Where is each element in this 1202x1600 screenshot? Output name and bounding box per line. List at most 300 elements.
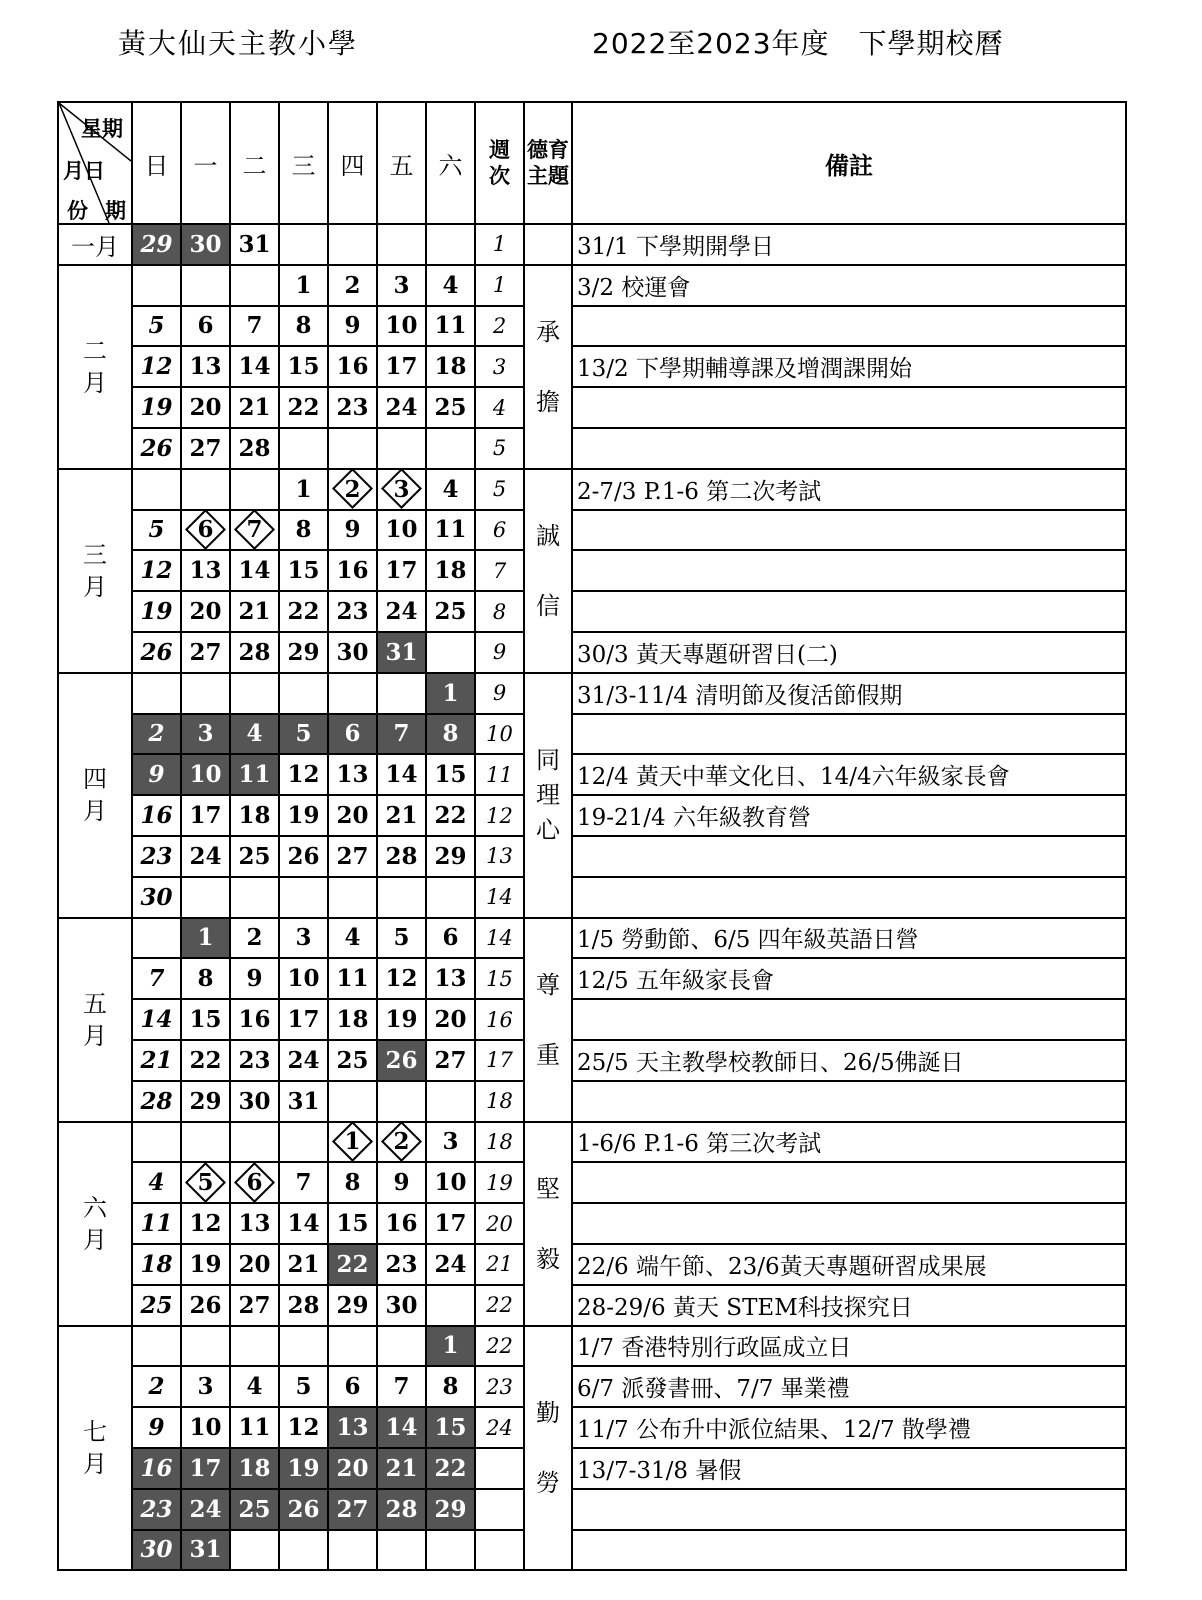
date-number: 18	[238, 802, 271, 830]
date-cell	[279, 550, 328, 591]
date-cell	[328, 265, 377, 306]
date-cell	[132, 958, 181, 999]
date-cell	[328, 795, 377, 836]
date-number: 30	[140, 883, 173, 911]
date-number: 18	[238, 1454, 271, 1482]
date-cell	[279, 1407, 328, 1448]
empty-date-cell	[132, 918, 181, 959]
date-number: 27	[189, 638, 222, 666]
week-number: 18	[475, 1122, 524, 1163]
date-number: 24	[189, 842, 222, 870]
week-number: 22	[475, 1285, 524, 1326]
date-number: 23	[336, 394, 369, 422]
week-row	[58, 673, 1126, 714]
date-cell	[181, 1407, 230, 1448]
empty-date-cell	[132, 1122, 181, 1163]
date-cell	[230, 1285, 279, 1326]
date-number: 14	[238, 353, 271, 381]
date-number: 19	[140, 598, 173, 626]
day-header-fri: 五	[377, 102, 426, 224]
date-number: 9	[393, 1169, 410, 1197]
date-number: 29	[189, 1087, 222, 1115]
date-number: 9	[344, 312, 361, 340]
date-cell	[230, 999, 279, 1040]
remark-cell	[572, 1081, 1126, 1122]
empty-date-cell	[181, 469, 230, 510]
date-number: 10	[189, 1414, 222, 1441]
date-number: 25	[140, 1291, 173, 1319]
date-number: 16	[140, 802, 173, 830]
date-cell	[328, 918, 377, 959]
date-cell	[377, 836, 426, 877]
date-cell	[230, 346, 279, 387]
date-number: 6	[344, 720, 361, 748]
week-row	[58, 1040, 1126, 1081]
week-number: 19	[475, 1162, 524, 1203]
date-number: 19	[189, 1250, 222, 1278]
date-number: 23	[385, 1250, 418, 1278]
date-number: 28	[385, 842, 418, 870]
date-cell	[181, 632, 230, 673]
date-number: 1	[295, 475, 312, 503]
week-row	[58, 958, 1126, 999]
date-number: 6	[197, 516, 214, 544]
date-cell	[181, 958, 230, 999]
date-number: 12	[140, 353, 173, 381]
date-cell	[132, 1081, 181, 1122]
date-number: 9	[148, 1414, 165, 1441]
date-cell	[230, 224, 279, 265]
week-number: 3	[475, 346, 524, 387]
date-number: 12	[189, 1210, 222, 1238]
date-number: 11	[434, 312, 467, 340]
remark-cell	[572, 550, 1126, 591]
exam-date-cell	[181, 510, 230, 551]
date-number: 14	[140, 1006, 173, 1034]
week-row	[58, 387, 1126, 428]
date-cell	[328, 306, 377, 347]
date-number: 25	[336, 1046, 369, 1074]
date-number: 31	[238, 230, 271, 258]
date-number: 31	[287, 1087, 320, 1115]
date-cell	[230, 1244, 279, 1285]
remark-cell: 1/7 香港特別行政區成立日	[572, 1326, 1126, 1367]
day-header-wed: 三	[279, 102, 328, 224]
date-cell	[328, 958, 377, 999]
date-number: 2	[148, 1373, 165, 1401]
date-number: 23	[140, 1495, 173, 1523]
month-label: 二月	[58, 265, 132, 469]
date-cell	[426, 550, 475, 591]
holiday-date-cell	[132, 1530, 181, 1571]
week-number: 9	[475, 632, 524, 673]
date-cell	[181, 306, 230, 347]
date-number: 6	[442, 924, 459, 952]
moral-theme: 承擔	[524, 265, 572, 469]
week-row	[58, 1366, 1126, 1407]
date-cell	[377, 306, 426, 347]
date-number: 17	[287, 1006, 320, 1034]
date-cell	[377, 346, 426, 387]
date-number: 12	[385, 965, 418, 993]
date-number: 9	[344, 516, 361, 544]
date-cell	[132, 1407, 181, 1448]
date-cell	[132, 795, 181, 836]
date-number: 25	[238, 1495, 271, 1523]
date-number: 28	[238, 434, 271, 462]
date-cell	[328, 387, 377, 428]
date-number: 13	[434, 965, 467, 993]
date-cell	[279, 1244, 328, 1285]
date-number: 27	[189, 434, 222, 462]
week-row	[58, 1203, 1126, 1244]
date-number: 13	[336, 761, 369, 789]
school-name: 黃大仙天主教小學	[118, 27, 359, 60]
empty-date-cell	[328, 1530, 377, 1571]
corner-weekday-label: 星期	[81, 117, 123, 141]
date-cell	[377, 958, 426, 999]
date-number: 15	[434, 1414, 467, 1441]
date-cell	[279, 346, 328, 387]
holiday-date-cell	[181, 918, 230, 959]
remark-cell: 12/5 五年級家長會	[572, 958, 1126, 999]
date-number: 7	[295, 1169, 312, 1197]
holiday-date-cell	[328, 1489, 377, 1530]
date-number: 13	[189, 557, 222, 585]
empty-date-cell	[377, 877, 426, 918]
date-number: 1	[295, 271, 312, 299]
date-cell	[328, 591, 377, 632]
week-number: 22	[475, 1326, 524, 1367]
date-cell	[377, 550, 426, 591]
theme-header: 德育主題	[524, 102, 572, 224]
date-number: 29	[140, 230, 173, 258]
date-number: 15	[189, 1006, 222, 1034]
empty-date-cell	[132, 265, 181, 306]
corner-header	[58, 102, 132, 224]
date-number: 5	[148, 312, 165, 340]
exam-date-cell	[230, 510, 279, 551]
remark-cell: 12/4 黃天中華文化日、14/4六年級家長會	[572, 754, 1126, 795]
holiday-date-cell	[377, 1040, 426, 1081]
date-number: 15	[287, 557, 320, 585]
date-number: 4	[344, 924, 361, 952]
holiday-date-cell	[426, 1489, 475, 1530]
week-number: 24	[475, 1407, 524, 1448]
corner-day-label: 月日	[63, 159, 105, 183]
date-cell	[230, 918, 279, 959]
date-number: 18	[140, 1250, 173, 1278]
week-row	[58, 1326, 1126, 1367]
date-cell	[181, 550, 230, 591]
holiday-date-cell	[181, 1448, 230, 1489]
date-cell	[132, 306, 181, 347]
week-number: 11	[475, 754, 524, 795]
date-number: 11	[140, 1210, 173, 1238]
date-cell	[279, 795, 328, 836]
empty-date-cell	[328, 1081, 377, 1122]
month-label: 四月	[58, 673, 132, 918]
date-cell	[328, 346, 377, 387]
remark-cell: 28-29/6 黃天 STEM科技探究日	[572, 1285, 1126, 1326]
date-number: 13	[238, 1210, 271, 1238]
empty-date-cell	[426, 1285, 475, 1326]
date-number: 5	[393, 924, 410, 952]
date-number: 1	[344, 1128, 361, 1156]
date-number: 30	[140, 1536, 173, 1564]
empty-date-cell	[181, 1326, 230, 1367]
empty-date-cell	[230, 1122, 279, 1163]
corner-month-label: 份	[67, 199, 88, 223]
date-number: 22	[434, 802, 467, 830]
date-cell	[230, 591, 279, 632]
week-row	[58, 346, 1126, 387]
date-cell	[426, 306, 475, 347]
calendar-body	[58, 224, 1126, 1570]
date-cell	[328, 1366, 377, 1407]
date-number: 29	[434, 1495, 467, 1523]
date-number: 7	[246, 516, 263, 544]
date-cell	[279, 999, 328, 1040]
date-number: 8	[442, 720, 459, 748]
week-header: 週次	[475, 102, 524, 224]
date-number: 15	[287, 353, 320, 381]
date-cell	[132, 836, 181, 877]
holiday-date-cell	[328, 714, 377, 755]
week-number: 10	[475, 714, 524, 755]
holiday-date-cell	[230, 754, 279, 795]
week-number: 16	[475, 999, 524, 1040]
date-number: 13	[189, 353, 222, 381]
holiday-date-cell	[181, 754, 230, 795]
date-cell	[181, 591, 230, 632]
date-cell	[279, 836, 328, 877]
date-number: 10	[385, 312, 418, 340]
remark-cell: 30/3 黃天專題研習日(二)	[572, 632, 1126, 673]
date-cell	[426, 1366, 475, 1407]
date-cell	[279, 754, 328, 795]
date-number: 21	[287, 1250, 320, 1278]
moral-theme	[524, 224, 572, 265]
remark-cell	[572, 877, 1126, 918]
date-number: 1	[442, 679, 459, 707]
date-number: 27	[434, 1046, 467, 1074]
date-number: 2	[344, 271, 361, 299]
holiday-date-cell	[328, 1448, 377, 1489]
date-cell	[328, 550, 377, 591]
date-number: 24	[385, 394, 418, 422]
date-number: 6	[246, 1169, 263, 1197]
date-number: 25	[238, 842, 271, 870]
date-number: 29	[336, 1291, 369, 1319]
date-number: 18	[434, 557, 467, 585]
empty-date-cell	[132, 673, 181, 714]
date-cell	[230, 306, 279, 347]
date-number: 30	[189, 230, 222, 258]
date-number: 18	[336, 1006, 369, 1034]
date-number: 20	[189, 598, 222, 626]
holiday-date-cell	[181, 1489, 230, 1530]
remark-cell	[572, 306, 1126, 347]
date-cell	[181, 1203, 230, 1244]
holiday-date-cell	[181, 1530, 230, 1571]
date-number: 5	[295, 1373, 312, 1401]
empty-date-cell	[279, 224, 328, 265]
empty-date-cell	[230, 469, 279, 510]
empty-date-cell	[426, 632, 475, 673]
date-cell	[377, 754, 426, 795]
date-number: 19	[287, 802, 320, 830]
holiday-date-cell	[377, 1489, 426, 1530]
date-number: 5	[197, 1169, 214, 1197]
date-cell	[230, 1040, 279, 1081]
date-cell	[377, 387, 426, 428]
empty-date-cell	[181, 265, 230, 306]
empty-date-cell	[377, 1530, 426, 1571]
remark-cell	[572, 836, 1126, 877]
week-number: 2	[475, 306, 524, 347]
date-cell	[279, 632, 328, 673]
empty-date-cell	[181, 1122, 230, 1163]
date-cell	[230, 958, 279, 999]
date-cell	[426, 958, 475, 999]
date-cell	[426, 1244, 475, 1285]
week-number: 1	[475, 265, 524, 306]
remark-cell: 19-21/4 六年級教育營	[572, 795, 1126, 836]
term-title: 2022至2023年度 下學期校曆	[592, 27, 1004, 60]
holiday-date-cell	[377, 714, 426, 755]
date-cell	[377, 1285, 426, 1326]
remark-cell	[572, 510, 1126, 551]
remark-cell: 11/7 公布升中派位結果、12/7 散學禮	[572, 1407, 1126, 1448]
date-cell	[230, 428, 279, 469]
date-number: 10	[189, 761, 222, 789]
week-number: 7	[475, 550, 524, 591]
date-number: 11	[434, 516, 467, 544]
date-number: 26	[287, 1495, 320, 1523]
empty-date-cell	[426, 877, 475, 918]
empty-date-cell	[328, 1326, 377, 1367]
date-number: 27	[336, 1495, 369, 1523]
date-cell	[181, 387, 230, 428]
holiday-date-cell	[377, 632, 426, 673]
date-cell	[426, 510, 475, 551]
date-number: 17	[385, 557, 418, 585]
date-number: 16	[140, 1454, 173, 1482]
date-number: 19	[385, 1006, 418, 1034]
date-cell	[328, 632, 377, 673]
holiday-date-cell	[426, 1448, 475, 1489]
week-number: 8	[475, 591, 524, 632]
date-cell	[230, 632, 279, 673]
week-number: 17	[475, 1040, 524, 1081]
date-cell	[426, 346, 475, 387]
exam-date-cell	[377, 1122, 426, 1163]
date-cell	[377, 1203, 426, 1244]
date-number: 20	[238, 1250, 271, 1278]
holiday-date-cell	[426, 714, 475, 755]
date-number: 3	[197, 1373, 214, 1401]
date-number: 3	[393, 475, 410, 503]
date-cell	[181, 836, 230, 877]
date-cell	[181, 999, 230, 1040]
week-row	[58, 999, 1126, 1040]
date-cell	[181, 1244, 230, 1285]
date-cell	[279, 306, 328, 347]
date-cell	[230, 795, 279, 836]
date-cell	[181, 1081, 230, 1122]
date-number: 20	[336, 802, 369, 830]
week-number	[475, 1489, 524, 1530]
week-row	[58, 1530, 1126, 1571]
empty-date-cell	[230, 673, 279, 714]
week-row	[58, 510, 1126, 551]
empty-date-cell	[426, 428, 475, 469]
week-row	[58, 469, 1126, 510]
remark-cell	[572, 1203, 1126, 1244]
date-cell	[132, 387, 181, 428]
date-number: 9	[246, 965, 263, 993]
date-number: 5	[295, 720, 312, 748]
remark-cell	[572, 1162, 1126, 1203]
week-number: 18	[475, 1081, 524, 1122]
empty-date-cell	[328, 673, 377, 714]
week-row	[58, 836, 1126, 877]
date-cell	[132, 1366, 181, 1407]
date-number: 16	[385, 1210, 418, 1238]
date-cell	[132, 1040, 181, 1081]
date-number: 3	[393, 271, 410, 299]
holiday-date-cell	[377, 1407, 426, 1448]
date-cell	[426, 265, 475, 306]
holiday-date-cell	[132, 714, 181, 755]
date-number: 26	[385, 1046, 418, 1074]
week-row	[58, 1489, 1126, 1530]
date-number: 22	[287, 598, 320, 626]
date-cell	[279, 1162, 328, 1203]
empty-date-cell	[426, 1530, 475, 1571]
remark-cell: 31/3-11/4 清明節及復活節假期	[572, 673, 1126, 714]
holiday-date-cell	[328, 1244, 377, 1285]
date-number: 24	[434, 1250, 467, 1278]
date-number: 23	[336, 598, 369, 626]
holiday-date-cell	[132, 1448, 181, 1489]
date-cell	[426, 591, 475, 632]
date-number: 31	[385, 638, 418, 666]
empty-date-cell	[279, 1530, 328, 1571]
day-header-sun: 日	[132, 102, 181, 224]
holiday-date-cell	[426, 1326, 475, 1367]
month-label: 六月	[58, 1122, 132, 1326]
date-number: 4	[442, 271, 459, 299]
notes-header: 備註	[572, 102, 1126, 224]
date-number: 3	[442, 1128, 459, 1156]
week-row	[58, 1407, 1126, 1448]
remark-cell: 22/6 端午節、23/6黃天專題研習成果展	[572, 1244, 1126, 1285]
date-number: 21	[238, 598, 271, 626]
date-cell	[279, 510, 328, 551]
date-cell	[426, 795, 475, 836]
date-number: 7	[393, 1373, 410, 1401]
date-cell	[279, 469, 328, 510]
date-number: 16	[238, 1006, 271, 1034]
date-number: 6	[197, 312, 214, 340]
remark-cell	[572, 1489, 1126, 1530]
date-number: 28	[238, 638, 271, 666]
date-number: 17	[385, 353, 418, 381]
holiday-date-cell	[230, 1489, 279, 1530]
header-row	[58, 102, 1126, 224]
